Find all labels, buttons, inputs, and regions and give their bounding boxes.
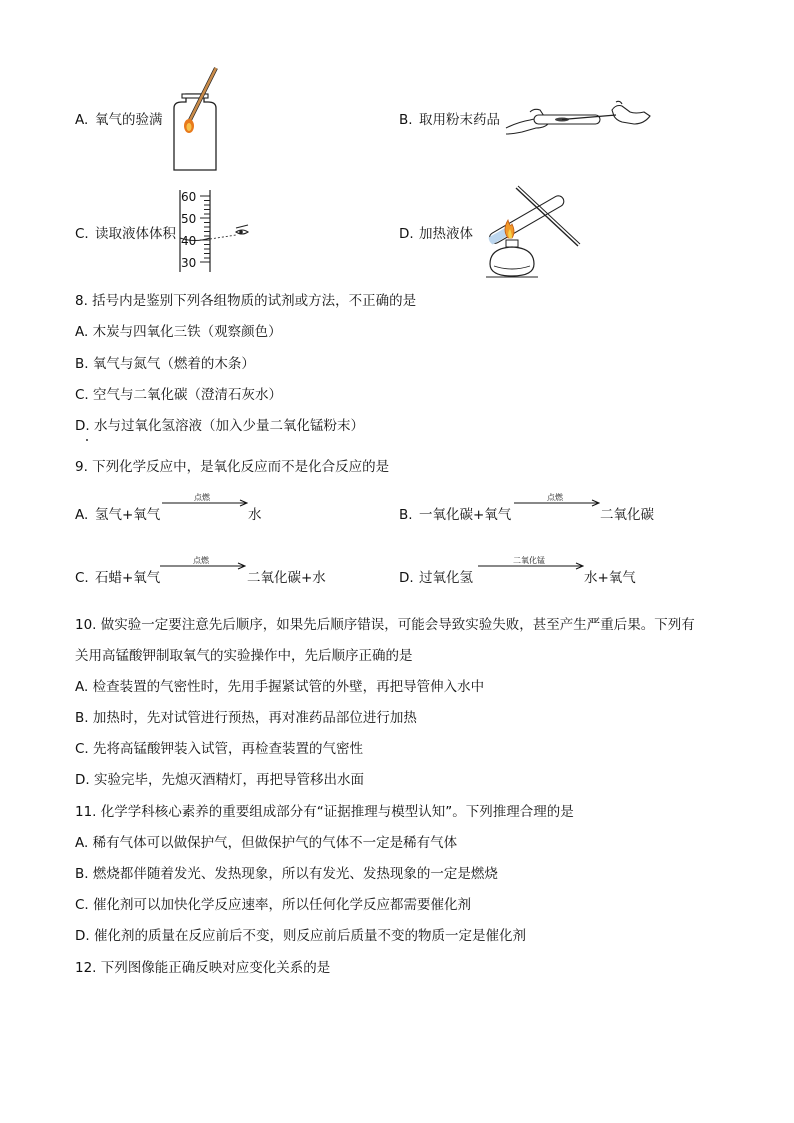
q11-option-b: B. 燃烧都伴随着发光、发热现象，所以有发光、发热现象的一定是燃烧: [75, 866, 498, 882]
q10-option-d: D. 实验完毕，先熄灭酒精灯，再把导管移出水面: [75, 772, 364, 788]
q11-stem: 11. 化学学科核心素养的重要组成部分有“证据推理与模型认知”。下列推理合理的是: [75, 804, 574, 820]
q9-option-d-condition: 二氧化锰: [513, 556, 545, 565]
q9-option-a-label: A.: [75, 507, 89, 523]
q7-option-a-text: 氧气的验满: [95, 112, 163, 128]
scale-label-40: 40: [181, 234, 197, 248]
q7-option-c-label: C.: [75, 226, 89, 242]
q9-option-d-products: 水+氧气: [584, 570, 636, 586]
q10-option-a: A. 检查装置的气密性时，先用手握紧试管的外壁，再把导管伸入水中: [75, 679, 485, 695]
reaction-arrow-b: [514, 499, 600, 507]
q9-option-c-reactants: 石蜡+氧气: [95, 570, 161, 586]
q8-option-c: C. 空气与二氧化碳（澄清石灰水）: [75, 387, 283, 403]
q8-option-a: A. 木炭与四氧化三铁（观察颜色）: [75, 324, 282, 340]
q7-option-d-text: 加热液体: [419, 226, 473, 242]
q9-option-b-products: 二氧化碳: [600, 507, 654, 523]
q7-option-b-label: B.: [399, 112, 413, 128]
q7-option-d-label: D.: [399, 226, 414, 242]
q9-option-d-label: D.: [399, 570, 414, 586]
reaction-arrow-a: [162, 499, 248, 507]
q10-stem-line1: 10. 做实验一定要注意先后顺序，如果先后顺序错误，可能会导致实验失败，甚至产生严重后果。下列有: [75, 617, 695, 633]
q12-stem: 12. 下列图像能正确反映对应变化关系的是: [75, 960, 331, 976]
reaction-arrow-d: [478, 562, 584, 570]
q7-option-c-text: 读取液体体积: [95, 226, 176, 242]
q9-option-a-products: 水: [248, 507, 262, 523]
q9-option-a-reactants: 氢气+氧气: [95, 507, 161, 523]
powder-spatula-illustration: [504, 98, 652, 138]
q8-option-d: D. 水与过氧化氢溶液（加入少量二氧化锰粉末）: [75, 418, 364, 434]
q7-option-a-label: A.: [75, 112, 89, 128]
q9-stem: 9. 下列化学反应中，是氧化反应而不是化合反应的是: [75, 459, 390, 475]
reaction-arrow-c: [160, 562, 246, 570]
scale-label-30: 30: [181, 256, 197, 270]
q10-option-c: C. 先将高锰酸钾装入试管，再检查装置的气密性: [75, 741, 364, 757]
stray-dot: [86, 439, 88, 441]
q9-option-c-products: 二氧化碳+水: [247, 570, 326, 586]
heating-liquid-illustration: [472, 184, 584, 282]
scale-label-60: 60: [181, 190, 197, 204]
q11-option-d: D. 催化剂的质量在反应前后不变，则反应前后质量不变的物质一定是催化剂: [75, 928, 526, 944]
q9-option-b-label: B.: [399, 507, 413, 523]
q9-option-a-condition: 点燃: [194, 493, 210, 502]
q11-option-a: A. 稀有气体可以做保护气，但做保护气的气体不一定是稀有气体: [75, 835, 458, 851]
q9-option-b-reactants: 一氧化碳+氧气: [419, 507, 512, 523]
scale-label-50: 50: [181, 212, 197, 226]
q9-option-c-condition: 点燃: [193, 556, 209, 565]
q11-option-c: C. 催化剂可以加快化学反应速率，所以任何化学反应都需要催化剂: [75, 897, 472, 913]
oxygen-test-bottle-illustration: [168, 64, 224, 172]
q8-stem: 8. 括号内是鉴别下列各组物质的试剂或方法，不正确的是: [75, 293, 417, 309]
q8-option-b: B. 氧气与氮气（燃着的木条）: [75, 356, 255, 372]
q9-option-c-label: C.: [75, 570, 89, 586]
q9-option-d-reactants: 过氧化氢: [419, 570, 473, 586]
q7-option-b-text: 取用粉末药品: [419, 112, 500, 128]
q10-stem-line2: 关用高锰酸钾制取氧气的实验操作中，先后顺序正确的是: [75, 648, 413, 664]
q10-option-b: B. 加热时，先对试管进行预热，再对准药品部位进行加热: [75, 710, 417, 726]
q9-option-b-condition: 点燃: [547, 493, 563, 502]
